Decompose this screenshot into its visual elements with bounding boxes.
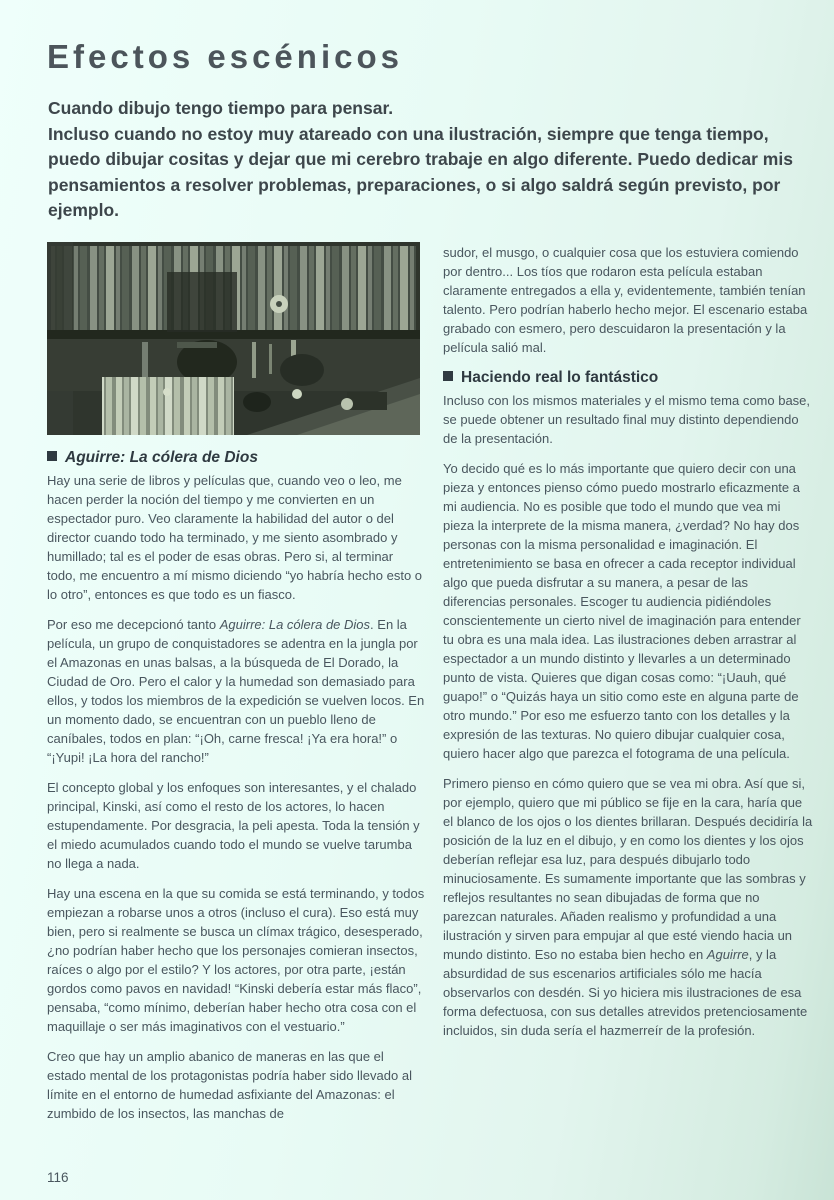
body-paragraph (47, 778, 425, 873)
body-paragraph (47, 884, 425, 1036)
body-paragraph (443, 391, 813, 448)
section-heading-label: Haciendo real lo fantástico (461, 369, 659, 386)
photo-illustration (47, 242, 420, 435)
text-run: Hay una serie de libros y películas que, cuando veo o leo, me hacen perder la noción del tiempo y me convierten en un espectador puro. Veo claramente la habilidad del autor o del director cuando todo ha terminado, y me siento asombrado y humillado; tal es el poder de esas obras. Pero si, al terminar todo, me encuentro a mí mismo diciendo “yo habría hecho esto o lo otro”, entonces es que todo es un fiasco. (47, 473, 423, 602)
left-column (47, 448, 425, 1134)
body-paragraph (47, 471, 425, 604)
body-paragraph (47, 1047, 425, 1123)
body-paragraph (443, 459, 813, 763)
text-run: . En la película, un grupo de conquistadores se adentra en la jungla por el Amazonas en unas balsas, a la búsqueda de El Dorado, la Ciudad de Oro. Pero el calor y la humedad son demasiado para ellos, y todos los miembros de la expedición se vuelven locos. En un momento dado, se encuentran con un pueblo lleno de caníbales, todos en plan: “¡Oh, carne fresca! ¡Ya era hora!” o “¡Yupi! ¡La hora del rancho!” (47, 617, 425, 765)
text-run: , y la absurdidad de sus escenarios artificiales sólo me hacía observarlos con desdén. Si yo hiciera mis ilustraciones de esa forma defectuosa, con sus detalles atrevidos pretenciosamente incluidos, sin duda sería el hazmerreír de la profesión. (443, 947, 808, 1038)
italic-text-run: Aguirre: La cólera de Dios (219, 617, 371, 632)
text-run: Incluso con los mismos materiales y el mismo tema como base, se puede obtener un resultado final muy distinto dependiendo de la presentación. (443, 393, 811, 446)
body-paragraph (47, 615, 425, 767)
body-paragraph (443, 774, 813, 1040)
square-bullet-icon (47, 451, 57, 461)
text-run: Por eso me decepcionó tanto (47, 617, 220, 632)
intro-line: Cuando dibujo tengo tiempo para pensar. (48, 98, 394, 118)
text-run: Creo que hay un amplio abanico de maneras en las que el estado mental de los protagonistas podría haber sido llevado al límite en el entorno de humedad asfixiante del Amazonas: el zumbido de los insectos, las manchas de (47, 1049, 412, 1121)
page-number: 116 (47, 1170, 69, 1185)
page-title: Efectos escénicos (47, 38, 403, 75)
square-bullet-icon (443, 371, 453, 381)
intro-line: Incluso cuando no estoy muy atareado con una ilustración, siempre que tenga tiempo, puedo dibujar cositas y dejar que mi cerebro trabaje en algo diferente. Puedo dedicar mis pensamientos a resolver problemas, preparaciones, o si algo saldrá según previsto, por ejemplo. (48, 123, 793, 221)
italic-text-run: Aguirre (706, 947, 749, 962)
section-heading-label: Aguirre: La cólera de Dios (65, 449, 258, 466)
text-run: sudor, el musgo, o cualquier cosa que los estuviera comiendo por dentro... Los tíos que rodaron esta película estaban claramente entregados a ella y, evidentemente, también tenían talento. Pero podrían haberlo hecho mejor. El escenario estaba grabado con esmero, pero descuidaron la presentación y la película salió mal. (443, 245, 808, 355)
section-heading (47, 448, 425, 467)
body-paragraph (443, 243, 813, 357)
text-run: El concepto global y los enfoques son interesantes, y el chalado principal, Kinski, así como el resto de los actores, lo hacen estupendamente. Por desgracia, la peli apesta. Toda la tensión y el miedo acumulados cuando todo el mundo se vuelve tarumba no llega a nada. (47, 780, 420, 871)
text-run: Primero pienso en cómo quiero que se vea mi obra. Así que si, por ejemplo, quiero que mi público se fije en la cara, haría que el blanco de los ojos o los dientes brillaran. Después decidiría la posición de la luz en el dibujo, y en como los dientes y los ojos deberían reflejar esa luz, para después dibujarlo todo minuciosamente. Es sumamente importante que las sombras y reflejos resultantes no sean dibujadas de forma que no parezcan naturales. Añaden realismo y profundidad a una ilustración y sirven para empujar al que esté viendo hacia un mundo distinto. Eso no estaba bien hecho en (443, 776, 813, 962)
text-run: Yo decido qué es lo más importante que quiero decir con una pieza y entonces pienso cómo puedo mostrarlo eficazmente a mi audiencia. No es posible que todo el mundo que vea mi pieza la interprete de la misma manera, ¿verdad? No hay dos personas con la misma personalidad e imaginación. El entretenimiento se basa en ofrecer a cada receptor individual algo que pueda disfrutar a su manera, a pesar de las diferencias personales. Escoger tu audiencia pidiéndoles conscientemente un cierto nivel de imaginación para entender tu obra es una mala idea. Las ilustraciones deben arrastrar al espectador a un mundo distinto y llevarles a un determinado punto de vista. Quieres que digan cosas como: “¡Uauh, qué guapo!” o “Quizás haya un sitio como este en alguna parte de otro mundo.” Por eso me esfuerzo tanto con los detalles y la expresión de las texturas. No quiero dibujar cualquier cosa, quiero hacer algo que parezca el fotograma de una película. (443, 461, 801, 761)
intro-paragraph (48, 96, 796, 224)
right-column (443, 243, 813, 1051)
workshop-shelves-photo (47, 242, 420, 435)
text-run: Hay una escena en la que su comida se está terminando, y todos empiezan a robarse unos a otros (incluso el cura). Eso está muy bien, pero si realmente se busca un clímax trágico, desesperado, ¿no podrían haber hecho que los personajes comieran insectos, raíces o algo por el estilo? Y los actores, por otra parte, ¡están gordos como pavos en navidad! “Kinski debería estar más flaco”, pensaba, “como mínimo, deberían haber hecho otra cosa con el maquillaje o ser más imaginativos con el vestuario.” (47, 886, 425, 1034)
section-heading (443, 368, 813, 387)
